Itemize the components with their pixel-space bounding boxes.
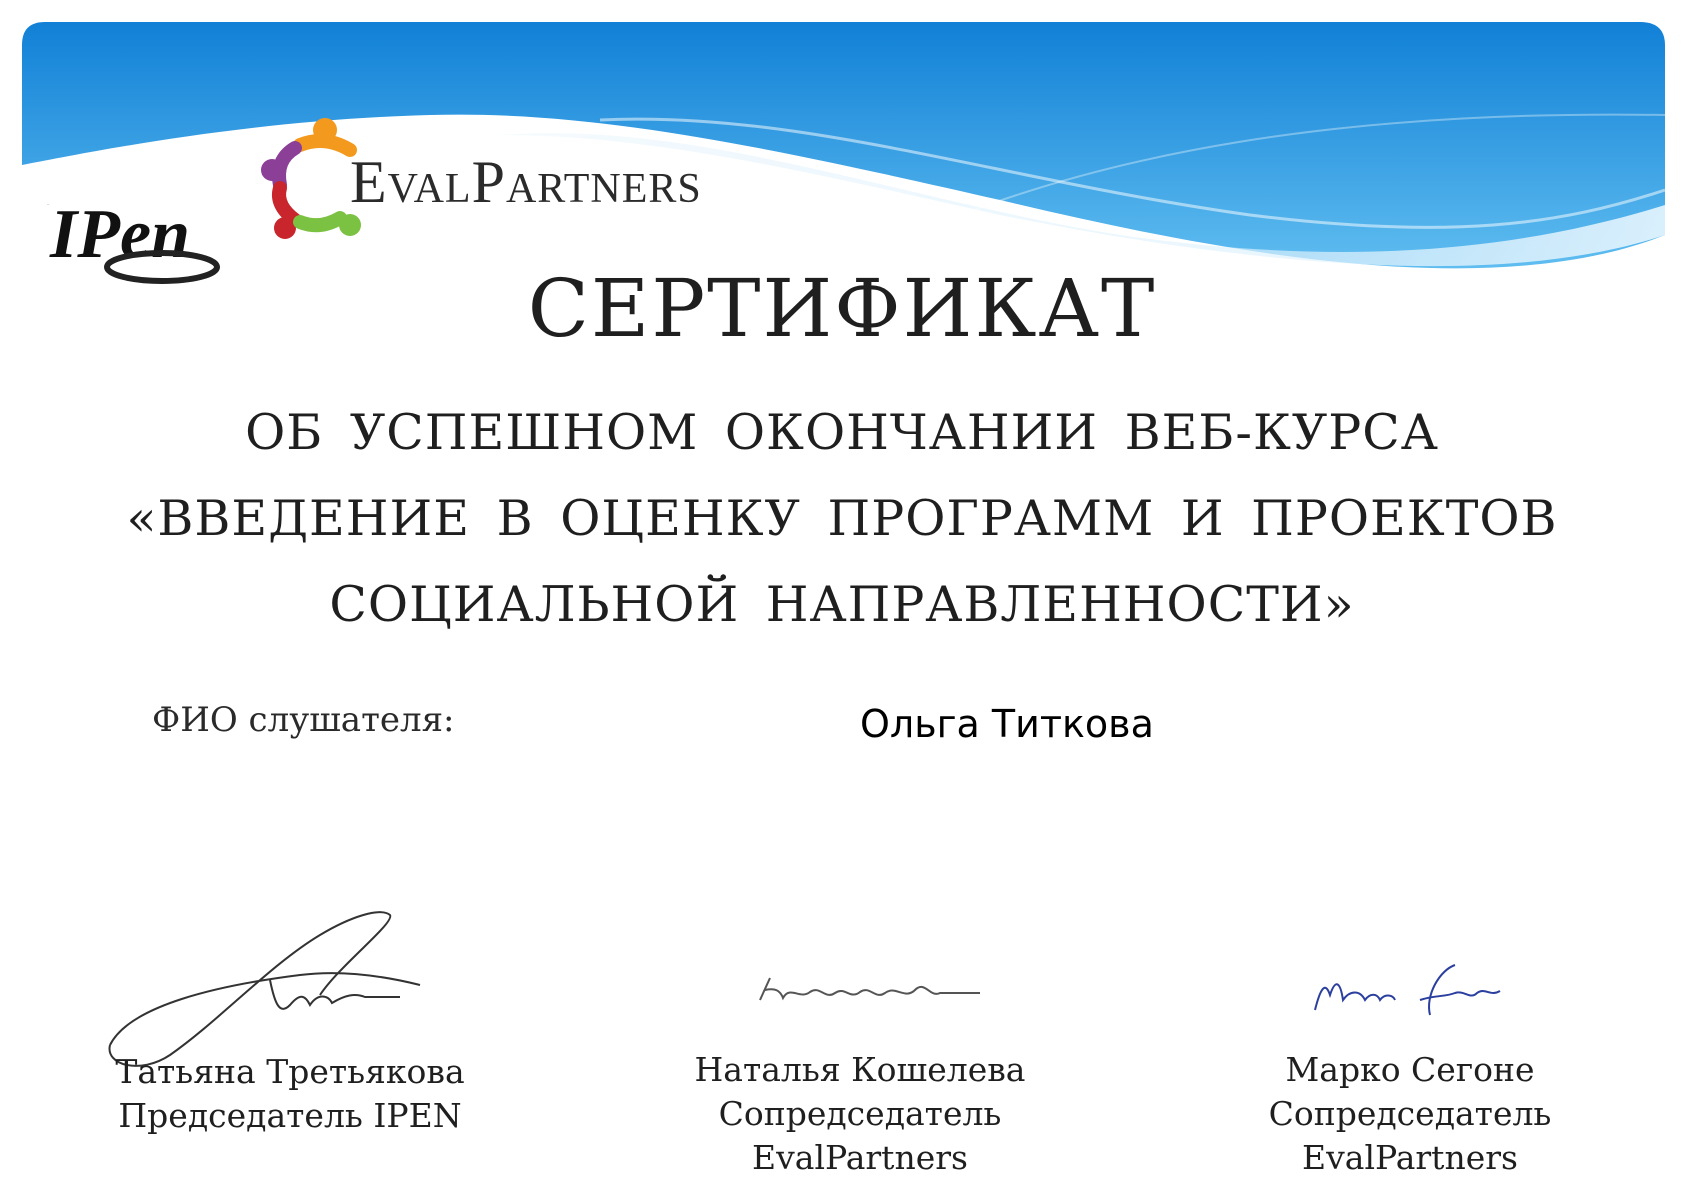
signer-role: Председатель IPEN [118, 1096, 462, 1135]
signer-name: Татьяна Третьякова [115, 1052, 465, 1091]
signer-name: Наталья Кошелева [694, 1050, 1026, 1089]
certificate-title: СЕРТИФИКАТ [527, 262, 1157, 355]
listener-name: Ольга Титкова [860, 702, 1154, 746]
signer-block [60, 1050, 520, 1138]
course-description [0, 390, 1684, 648]
listener-label: ФИО слушателя: [152, 700, 455, 740]
subtitle-line: СОЦИАЛЬНОЙ НАПРАВЛЕННОСТИ» [329, 576, 1355, 633]
svg-text:IPen: IPen [50, 196, 190, 273]
signer-block [630, 1048, 1090, 1180]
signer-block [1180, 1048, 1640, 1180]
subtitle-line: ОБ УСПЕШНОМ ОКОНЧАНИИ ВЕБ-КУРСА [245, 404, 1439, 461]
subtitle-line: «ВВЕДЕНИЕ В ОЦЕНКУ ПРОГРАММ И ПРОЕКТОВ [126, 490, 1558, 547]
signature-kosheleva [755, 960, 985, 1020]
signature-segone [1305, 955, 1515, 1030]
signer-org: EvalPartners [1302, 1138, 1518, 1177]
signer-role: Сопредседатель [1268, 1094, 1552, 1133]
svg-text:IPEN: IPEN [47, 205, 50, 206]
evalpartners-logo-text: EVALPARTNERS [350, 149, 702, 215]
signer-role: Сопредседатель [718, 1094, 1002, 1133]
signer-org: EvalPartners [752, 1138, 968, 1177]
signer-name: Марко Сегоне [1285, 1050, 1535, 1089]
